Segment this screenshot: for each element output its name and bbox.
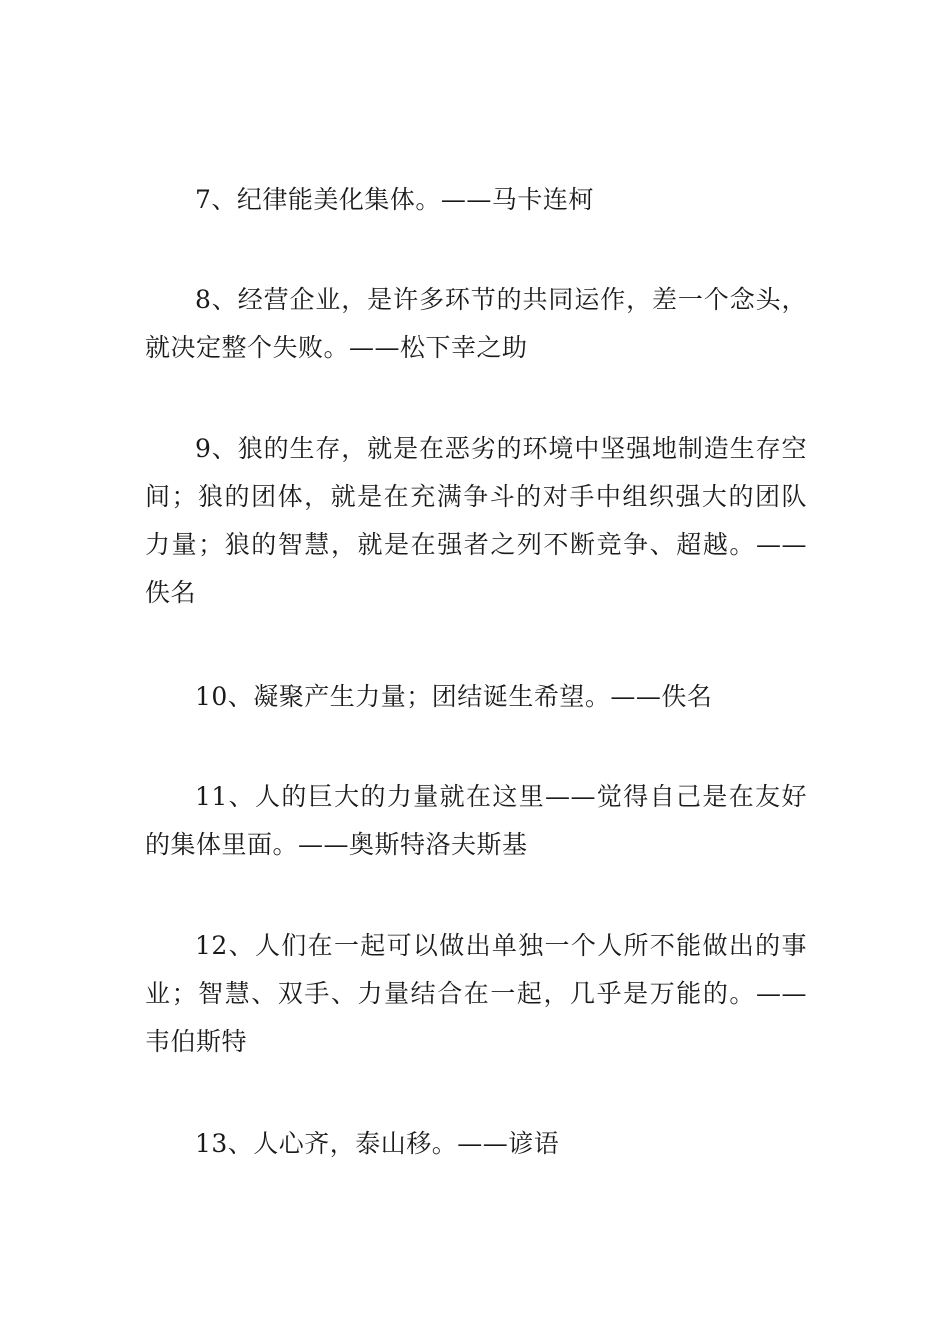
quote-9: 9、狼的生存，就是在恶劣的环境中坚强地制造生存空间；狼的团体，就是在充满争斗的对手中组织强大的团队力量；狼的智慧，就是在强者之列不断竞争、超越。——佚名	[145, 434, 807, 607]
quote-8: 8、经营企业，是许多环节的共同运作，差一个念头，就决定整个失败。——松下幸之助	[145, 285, 807, 362]
quote-11: 11、人的巨大的力量就在这里——觉得自己是在友好的集体里面。——奥斯特洛夫斯基	[145, 782, 807, 859]
quote-12: 12、人们在一起可以做出单独一个人所不能做出的事业；智慧、双手、力量结合在一起，几乎是万能的。——韦伯斯特	[145, 931, 807, 1056]
quote-13: 13、人心齐，泰山移。——谚语	[195, 1129, 560, 1158]
quote-7: 7、纪律能美化集体。——马卡连柯	[195, 185, 594, 214]
quote-10: 10、凝聚产生力量；团结诞生希望。——佚名	[195, 682, 713, 711]
